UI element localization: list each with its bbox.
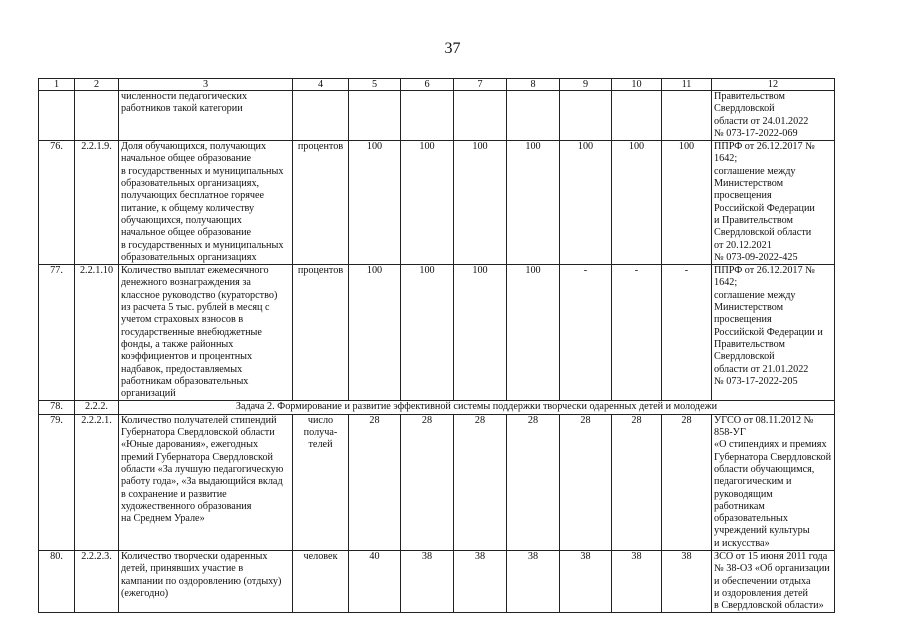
value-cell: 100	[560, 141, 612, 265]
value-cell	[507, 91, 560, 141]
value-cell: 28	[401, 414, 454, 550]
column-number: 3	[119, 79, 293, 91]
column-number: 2	[75, 79, 119, 91]
legal-basis: ЗСО от 15 июня 2011 года № 38-ОЗ «Об организации и обеспечении отдыха и оздоровления детей в Свердловской области»	[712, 550, 835, 612]
value-cell: 38	[401, 550, 454, 612]
table-row	[39, 550, 835, 612]
value-cell	[401, 91, 454, 141]
table-row	[39, 265, 835, 401]
indicator-name: Доля обучающихся, получающих начальное общее образование в государственных и муниципальных образовательных организациях, получающих бесплатное горячее питание, к общему количеству обучающихся, получающих начальное общее образование в государственных и муниципальных образовательных организациях	[119, 141, 293, 265]
legal-basis: УГСО от 08.11.2012 № 858-УГ «О стипендиях и премиях Губернатора Свердловской области обучающимся, педагогическим и руководящим работникам образовательных учреждений культуры и искусства»	[712, 414, 835, 550]
value-cell	[662, 91, 712, 141]
legal-basis: ППРФ от 26.12.2017 № 1642; соглашение между Министерством просвещения Российской Федерации и Правительством Свердловской области от 21.01.2022 № 073-17-2022-205	[712, 265, 835, 401]
table-row	[39, 414, 835, 550]
header-row	[39, 79, 835, 91]
column-number: 5	[349, 79, 401, 91]
value-cell: -	[560, 265, 612, 401]
row-code: 2.2.1.10	[75, 265, 119, 401]
value-cell: 28	[560, 414, 612, 550]
indicators-table	[38, 78, 835, 613]
value-cell: 38	[662, 550, 712, 612]
column-number: 6	[401, 79, 454, 91]
unit: процентов	[293, 141, 349, 265]
value-cell: 100	[507, 265, 560, 401]
indicator-name: Количество творчески одаренных детей, принявших участие в кампании по оздоровлению (отдыху) (ежегодно)	[119, 550, 293, 612]
column-number: 9	[560, 79, 612, 91]
value-cell	[349, 91, 401, 141]
value-cell: -	[612, 265, 662, 401]
column-number: 8	[507, 79, 560, 91]
row-code: 2.2.2.3.	[75, 550, 119, 612]
value-cell: 100	[612, 141, 662, 265]
column-number: 7	[454, 79, 507, 91]
row-number	[39, 91, 75, 141]
value-cell: 100	[454, 141, 507, 265]
value-cell: 38	[454, 550, 507, 612]
value-cell: 28	[612, 414, 662, 550]
column-number: 4	[293, 79, 349, 91]
value-cell: 28	[507, 414, 560, 550]
value-cell: -	[662, 265, 712, 401]
row-number: 80.	[39, 550, 75, 612]
value-cell: 38	[507, 550, 560, 612]
value-cell: 100	[401, 265, 454, 401]
value-cell: 28	[349, 414, 401, 550]
value-cell: 40	[349, 550, 401, 612]
row-code: 2.2.1.9.	[75, 141, 119, 265]
value-cell: 100	[349, 141, 401, 265]
column-number: 10	[612, 79, 662, 91]
value-cell: 38	[612, 550, 662, 612]
row-number: 77.	[39, 265, 75, 401]
value-cell: 100	[349, 265, 401, 401]
column-number: 1	[39, 79, 75, 91]
row-number: 76.	[39, 141, 75, 265]
value-cell: 100	[454, 265, 507, 401]
column-number: 11	[662, 79, 712, 91]
value-cell: 28	[662, 414, 712, 550]
unit: процентов	[293, 265, 349, 401]
legal-basis: Правительством Свердловской области от 24.01.2022 № 073-17-2022-069	[712, 91, 835, 141]
unit: человек	[293, 550, 349, 612]
value-cell: 28	[454, 414, 507, 550]
task-row	[39, 401, 835, 414]
value-cell: 100	[401, 141, 454, 265]
legal-basis: ППРФ от 26.12.2017 № 1642; соглашение между Министерством просвещения Российской Федерации и Правительством Свердловской области от 20.12.2021 № 073-09-2022-425	[712, 141, 835, 265]
value-cell: 38	[560, 550, 612, 612]
indicator-name: Количество выплат ежемесячного денежного вознаграждения за классное руководство (кураторство) из расчета 5 тыс. рублей в месяц с учетом страховых взносов в государственные внебюджетные фонды, а также районных коэффициентов и процентных надбавок, предоставляемых работникам образовательных организаций	[119, 265, 293, 401]
unit: число получа- телей	[293, 414, 349, 550]
row-number: 78.	[39, 401, 75, 414]
value-cell	[560, 91, 612, 141]
page-number: 37	[444, 40, 461, 57]
row-code: 2.2.2.1.	[75, 414, 119, 550]
indicator-name: Количество получателей стипендий Губернатора Свердловской области «Юные дарования», ежегодных премий Губернатора Свердловской области «За лучшую педагогическую работу года», «За выдающийся вклад в сохранение и развитие художественного образования на Среднем Урале»	[119, 414, 293, 550]
row-code: 2.2.2.	[75, 401, 119, 414]
row-code	[75, 91, 119, 141]
table-row	[39, 141, 835, 265]
indicator-name: численности педагогических работников такой категории	[119, 91, 293, 141]
task-title: Задача 2. Формирование и развитие эффективной системы поддержки творчески одаренных детей и молодежи	[119, 401, 835, 414]
value-cell: 100	[662, 141, 712, 265]
table-row	[39, 91, 835, 141]
column-number: 12	[712, 79, 835, 91]
value-cell	[454, 91, 507, 141]
row-number: 79.	[39, 414, 75, 550]
value-cell: 100	[507, 141, 560, 265]
unit	[293, 91, 349, 141]
value-cell	[612, 91, 662, 141]
